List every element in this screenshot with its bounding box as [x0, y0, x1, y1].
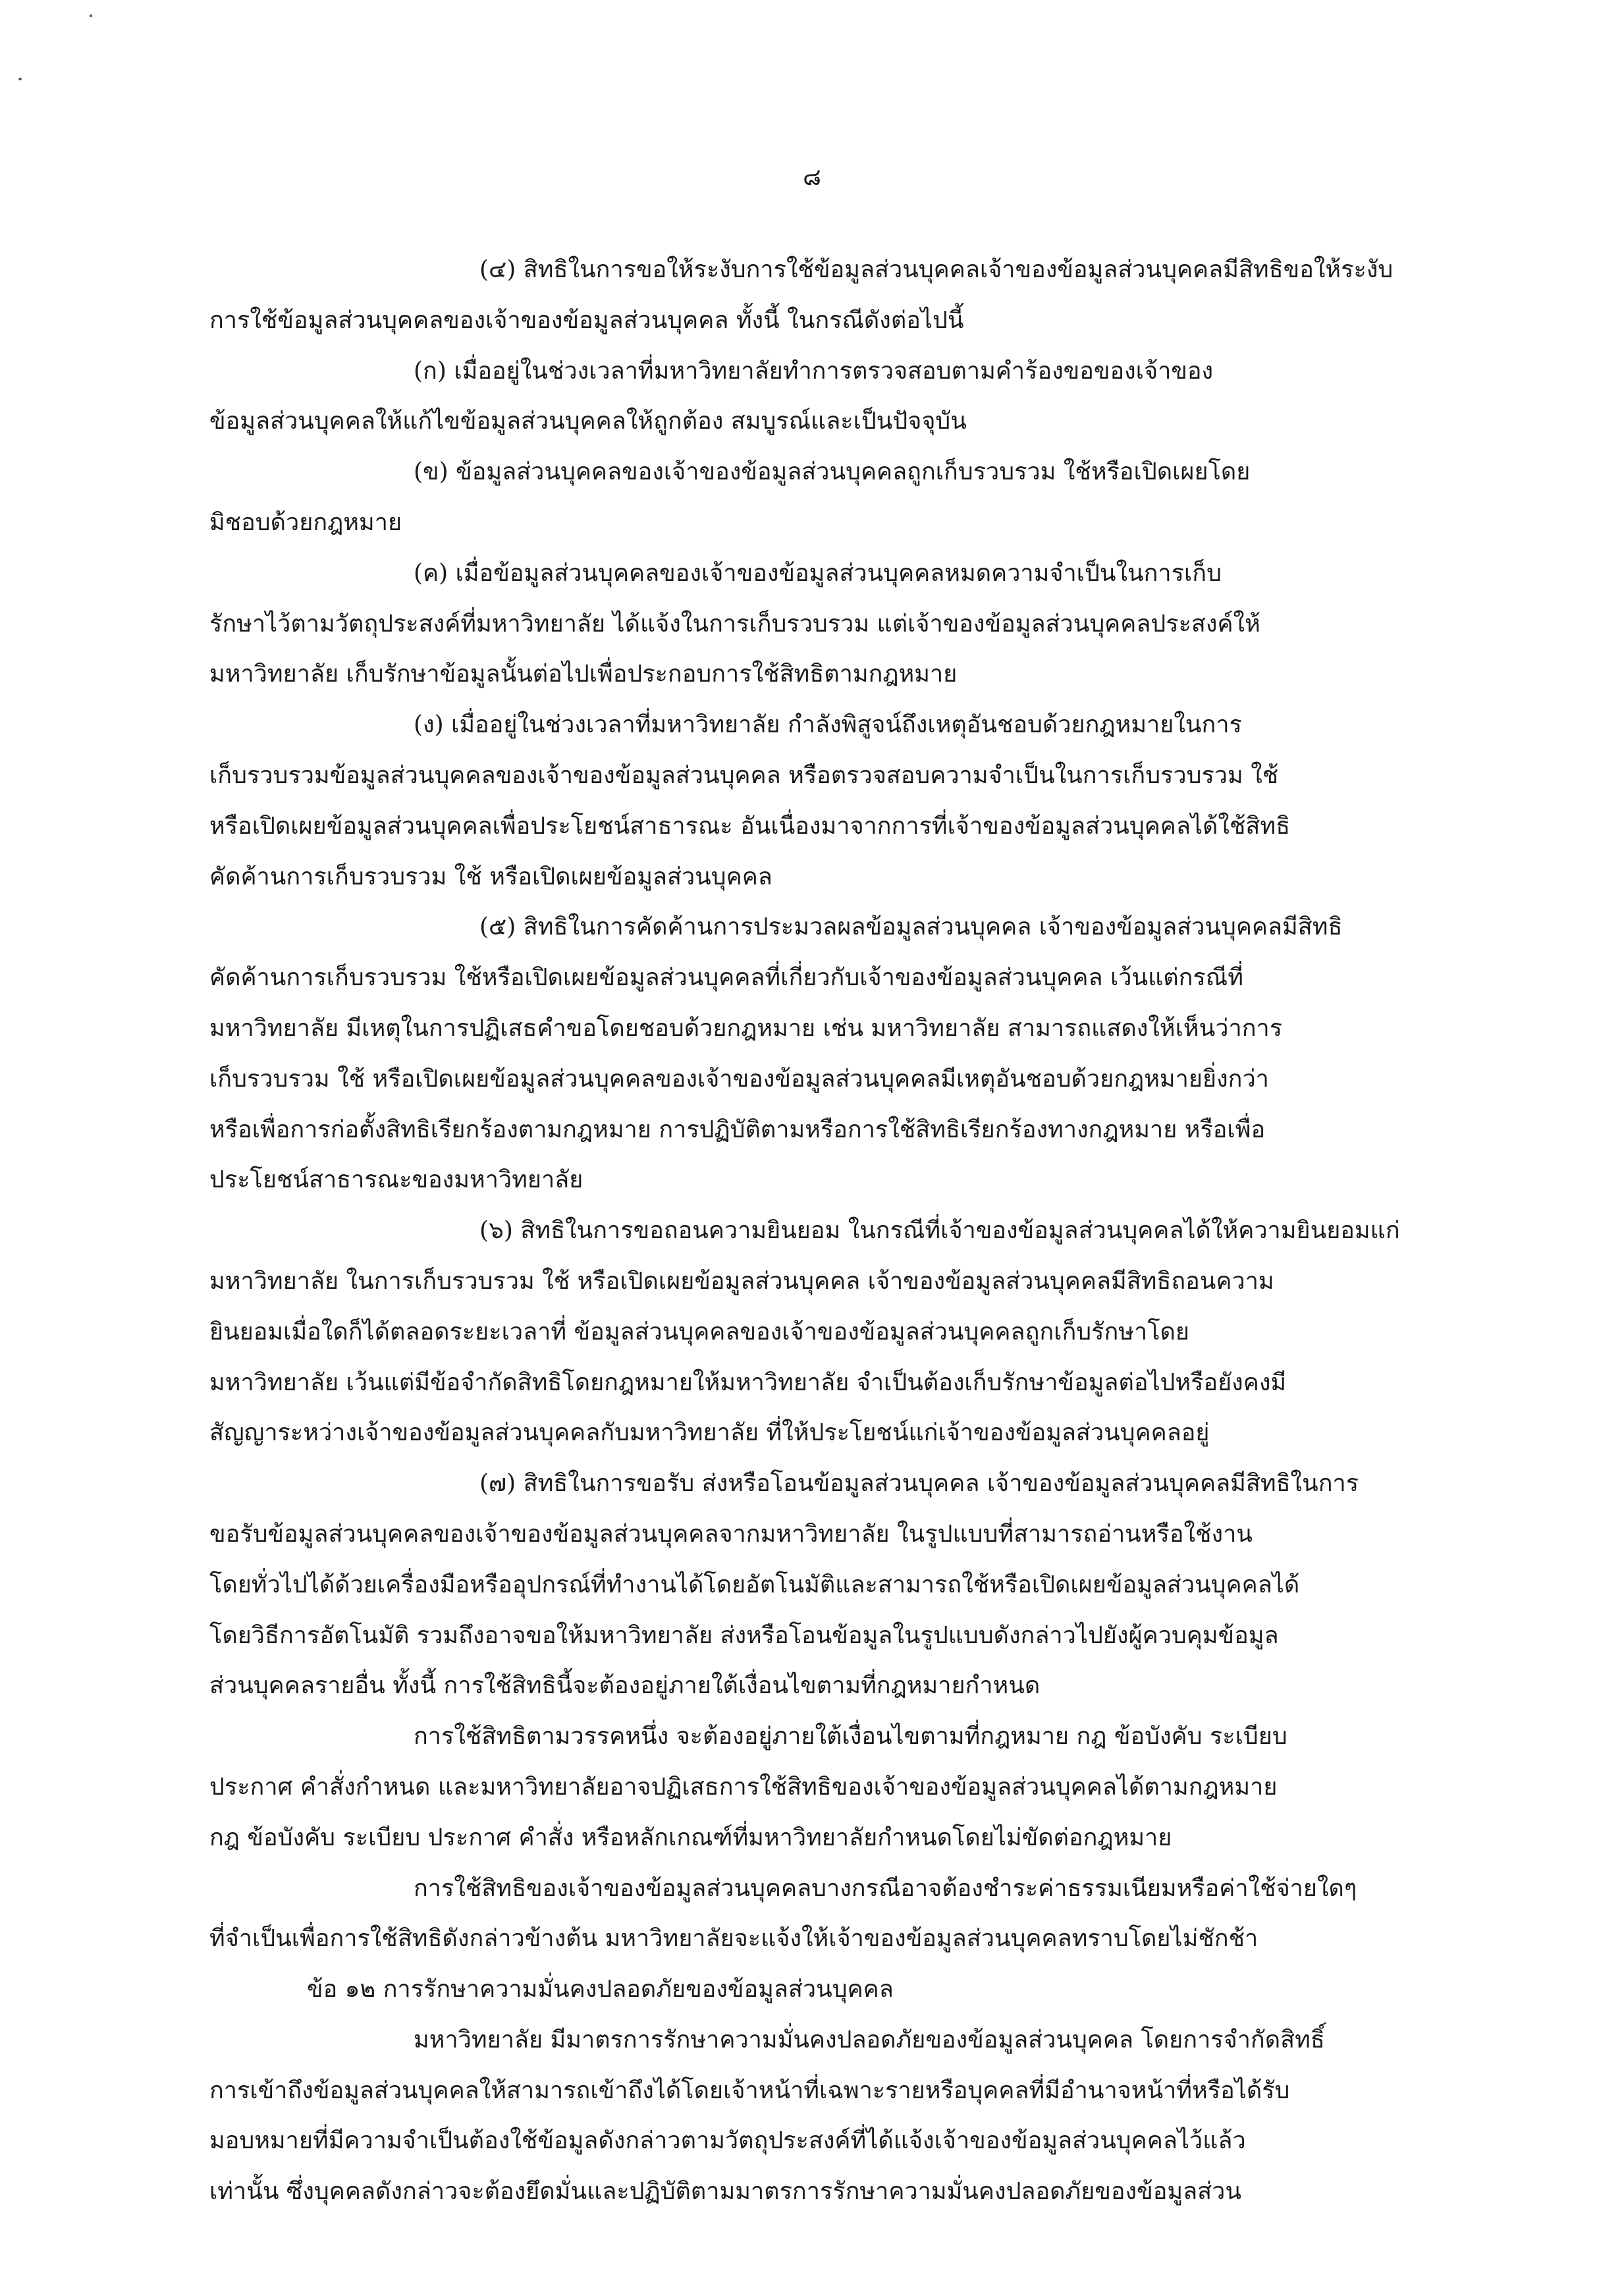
text-line: (๗) สิทธิในการขอรับ ส่งหรือโอนข้อมูลส่วนบุคคล เจ้าของข้อมูลส่วนบุคคลมีสิทธิในการ [479, 1470, 1359, 1498]
text-line: ยินยอมเมื่อใดก็ได้ตลอดระยะเวลาที่ ข้อมูลส่วนบุคคลของเจ้าของข้อมูลส่วนบุคคลถูกเก็บรักษาโดย [209, 1318, 1190, 1345]
text-line: มอบหมายที่มีความจำเป็นต้องใช้ข้อมูลดังกล่าวตามวัตถุประสงค์ที่ได้แจ้งเจ้าของข้อมูลส่วนบุคคลไว้แล้ว [209, 2127, 1246, 2155]
text-line: สัญญาระหว่างเจ้าของข้อมูลส่วนบุคคลกับมหาวิทยาลัย ที่ให้ประโยชน์แก่เจ้าของข้อมูลส่วนบุคคลอยู่ [209, 1419, 1210, 1447]
text-line: คัดค้านการเก็บรวบรวม ใช้หรือเปิดเผยข้อมูลส่วนบุคคลที่เกี่ยวกับเจ้าของข้อมูลส่วนบุคคล เว้นแต่กรณีที่ [209, 964, 1243, 992]
text-line: เท่านั้น ซึ่งบุคคลดังกล่าวจะต้องยึดมั่นและปฏิบัติตามมาตรการรักษาความมั่นคงปลอดภัยของข้อมูลส่วน [209, 2178, 1241, 2206]
text-line: มิชอบด้วยกฎหมาย [209, 508, 402, 536]
text-line: (ค) เมื่อข้อมูลส่วนบุคคลของเจ้าของข้อมูลส่วนบุคคลหมดความจำเป็นในการเก็บ [414, 559, 1222, 587]
text-line: กฎ ข้อบังคับ ระเบียบ ประกาศ คำสั่ง หรือหลักเกณฑ์ที่มหาวิทยาลัยกำหนดโดยไม่ขัดต่อกฎหมาย [209, 1824, 1172, 1851]
text-line: เก็บรวบรวมข้อมูลส่วนบุคคลของเจ้าของข้อมูลส่วนบุคคล หรือตรวจสอบความจำเป็นในการเก็บรวบรวม ใช้ [209, 761, 1279, 789]
text-line: หรือเพื่อการก่อตั้งสิทธิเรียกร้องตามกฎหมาย การปฏิบัติตามหรือการใช้สิทธิเรียกร้องทางกฎหมาย หรือเพื่อ [209, 1116, 1266, 1143]
text-line: ขอรับข้อมูลส่วนบุคคลของเจ้าของข้อมูลส่วนบุคคลจากมหาวิทยาลัย ในรูปแบบที่สามารถอ่านหรือใช้งาน [209, 1520, 1253, 1548]
text-line: การใช้สิทธิตามวรรคหนึ่ง จะต้องอยู่ภายใต้เงื่อนไขตามที่กฎหมาย กฎ ข้อบังคับ ระเบียบ [414, 1723, 1287, 1751]
text-line: ข้อมูลส่วนบุคคลให้แก้ไขข้อมูลส่วนบุคคลให้ถูกต้อง สมบูรณ์และเป็นปัจจุบัน [209, 408, 967, 435]
scan-speck [90, 14, 92, 17]
page-number: ๘ [803, 164, 821, 191]
text-line: หรือเปิดเผยข้อมูลส่วนบุคคลเพื่อประโยชน์สาธารณะ อันเนื่องมาจากการที่เจ้าของข้อมูลส่วนบุคคลได้ใช้สิทธิ [209, 812, 1291, 840]
text-line: ประโยชน์สาธารณะของมหาวิทยาลัย [209, 1166, 583, 1194]
text-line: การใช้ข้อมูลส่วนบุคคลของเจ้าของข้อมูลส่วนบุคคล ทั้งนี้ ในกรณีดังต่อไปนี้ [209, 306, 964, 334]
text-line: มหาวิทยาลัย มีเหตุในการปฏิเสธคำขอโดยชอบด้วยกฎหมาย เช่น มหาวิทยาลัย สามารถแสดงให้เห็นว่าการ [209, 1014, 1283, 1042]
text-line: (ง) เมื่ออยู่ในช่วงเวลาที่มหาวิทยาลัย กำลังพิสูจน์ถึงเหตุอันชอบด้วยกฎหมายในการ [414, 711, 1242, 739]
text-line: คัดค้านการเก็บรวบรวม ใช้ หรือเปิดเผยข้อมูลส่วนบุคคล [209, 863, 772, 890]
scan-speck [18, 78, 22, 80]
text-line: (๖) สิทธิในการขอถอนความยินยอม ในกรณีที่เจ้าของข้อมูลส่วนบุคคลได้ให้ความยินยอมแก่ [479, 1217, 1400, 1245]
text-line: มหาวิทยาลัย มีมาตรการรักษาความมั่นคงปลอดภัยของข้อมูลส่วนบุคคล โดยการจำกัดสิทธิ์ [414, 2026, 1325, 2053]
text-line: ประกาศ คำสั่งกำหนด และมหาวิทยาลัยอาจปฏิเสธการใช้สิทธิของเจ้าของข้อมูลส่วนบุคคลได้ตามกฎหมาย [209, 1773, 1278, 1801]
text-line: การใช้สิทธิของเจ้าของข้อมูลส่วนบุคคลบางกรณีอาจต้องชำระค่าธรรมเนียมหรือค่าใช้จ่ายใดๆ [414, 1874, 1357, 1902]
body-text [209, 245, 1415, 2217]
text-line: การเข้าถึงข้อมูลส่วนบุคคลให้สามารถเข้าถึงได้โดยเจ้าหน้าที่เฉพาะรายหรือบุคคลที่มีอำนาจหน้าที่หรือได้รับ [209, 2077, 1290, 2104]
text-line: มหาวิทยาลัย ในการเก็บรวบรวม ใช้ หรือเปิดเผยข้อมูลส่วนบุคคล เจ้าของข้อมูลส่วนบุคคลมีสิทธิถอนความ [209, 1267, 1274, 1295]
text-line: มหาวิทยาลัย เว้นแต่มีข้อจำกัดสิทธิโดยกฎหมายให้มหาวิทยาลัย จำเป็นต้องเก็บรักษาข้อมูลต่อไปหรือยังคงมี [209, 1369, 1287, 1396]
text-line: (ก) เมื่ออยู่ในช่วงเวลาที่มหาวิทยาลัยทำการตรวจสอบตามคำร้องขอของเจ้าของ [414, 357, 1214, 385]
text-line: โดยวิธีการอัตโนมัติ รวมถึงอาจขอให้มหาวิทยาลัย ส่งหรือโอนข้อมูลในรูปแบบดังกล่าวไปยังผู้ควบคุมข้อมูล [209, 1621, 1279, 1649]
text-line: (๔) สิทธิในการขอให้ระงับการใช้ข้อมูลส่วนบุคคลเจ้าของข้อมูลส่วนบุคคลมีสิทธิขอให้ระงับ [479, 256, 1394, 283]
text-line: ข้อ ๑๒ การรักษาความมั่นคงปลอดภัยของข้อมูลส่วนบุคคล [307, 1976, 894, 2003]
text-line: (ข) ข้อมูลส่วนบุคคลของเจ้าของข้อมูลส่วนบุคคลถูกเก็บรวบรวม ใช้หรือเปิดเผยโดย [414, 458, 1251, 486]
text-line: เก็บรวบรวม ใช้ หรือเปิดเผยข้อมูลส่วนบุคคลของเจ้าของข้อมูลส่วนบุคคลมีเหตุอันชอบด้วยกฎหมายยิ่งกว่า [209, 1065, 1269, 1093]
text-line: ที่จำเป็นเพื่อการใช้สิทธิดังกล่าวข้างต้น มหาวิทยาลัยจะแจ้งให้เจ้าของข้อมูลส่วนบุคคลทราบโดยไม่ชักช้า [209, 1925, 1259, 1953]
text-line: ส่วนบุคคลรายอื่น ทั้งนี้ การใช้สิทธินี้จะต้องอยู่ภายใต้เงื่อนไขตามที่กฎหมายกำหนด [209, 1672, 1041, 1700]
text-line: รักษาไว้ตามวัตถุประสงค์ที่มหาวิทยาลัย ได้แจ้งในการเก็บรวบรวม แต่เจ้าของข้อมูลส่วนบุคคลประสงค์ให้ [209, 610, 1260, 638]
text-line: โดยทั่วไปได้ด้วยเครื่องมือหรืออุปกรณ์ที่ทำงานได้โดยอัตโนมัติและสามารถใช้หรือเปิดเผยข้อมูลส่วนบุคคลได้ [209, 1571, 1300, 1598]
text-line: มหาวิทยาลัย เก็บรักษาข้อมูลนั้นต่อไปเพื่อประกอบการใช้สิทธิตามกฎหมาย [209, 661, 958, 688]
text-line: (๕) สิทธิในการคัดค้านการประมวลผลข้อมูลส่วนบุคคล เจ้าของข้อมูลส่วนบุคคลมีสิทธิ [479, 913, 1343, 941]
